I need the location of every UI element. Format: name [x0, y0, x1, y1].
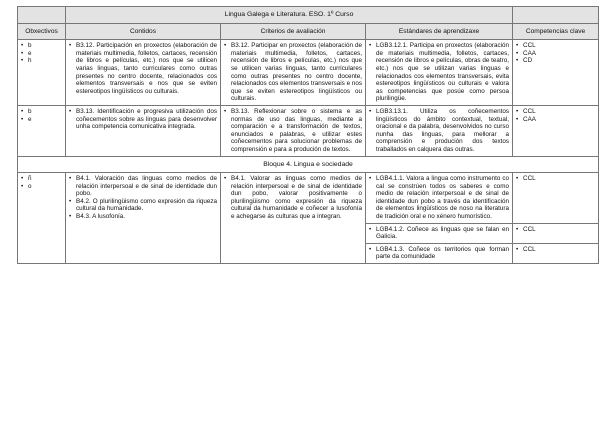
- block-title: Bloque 4. Lingua e sociedade: [18, 156, 599, 173]
- objective-item: • b: [21, 108, 62, 116]
- header-contents: Contidos: [66, 23, 221, 40]
- objective-item: • h: [21, 57, 62, 65]
- standard-cell: [366, 243, 513, 263]
- criteria-cell: [221, 105, 366, 156]
- curriculum-table: [17, 6, 599, 264]
- competence-item: • CCL: [516, 226, 595, 234]
- table-row: [18, 173, 599, 224]
- competences-cell: [513, 40, 599, 106]
- table-title-row: [18, 7, 599, 24]
- content-item: • B4.2. O plurilingüismo como expresión da riqueza cultural da humanidade.: [69, 198, 217, 213]
- standard-item: • LGB4.1.1. Valora a lingua como instrumento co cal se constrúen todos os saberes e como medio de relación interpersoal e de sinal de identidade dun pobo a través da identificación de elementos lingüísticos de noso na literatura de tradición oral e no xénero humorístico.: [369, 175, 509, 221]
- standard-item: • LGB4.1.3. Coñece os territorios que forman parte da comunidade: [369, 246, 509, 261]
- standard-cell: [366, 40, 513, 106]
- objective-item: • e: [21, 50, 62, 58]
- content-item: • B4.3. A lusofonía.: [69, 213, 217, 221]
- content-item: • B3.13. Identificación e progresiva utilización dos coñecementos sobre as linguas para desenvolver unha competencia comunicativa integrada.: [69, 108, 217, 131]
- standard-item: • LGB4.1.2. Coñece as linguas que se falan en Galicia.: [369, 226, 509, 241]
- contents-cell: [66, 105, 221, 156]
- corner-cell: [513, 7, 599, 24]
- criterion-item: • B3.12. Participar en proxectos (elaboración de materiais multimedia, folletos, cartaces, recensión de libros e películas, etc.) nos que se utilicen varias linguas, tanto curriculares como outras presentes no centro docente, relacionados cos elementos transversais e nos que se eviten estereotipos lingüísticos ou culturais.: [224, 42, 362, 103]
- criterion-item: • B3.13. Reflexionar sobre o sistema e as normas de uso das linguas, mediante a comparación e a transformación de textos, enunciados e palabras, e utilizar estes coñecementos para solucionar problemas de comprensión e para a produción de textos.: [224, 108, 362, 154]
- block-title-row: [18, 156, 599, 173]
- contents-cell: [66, 40, 221, 106]
- standard-item: • LGB3.13.1. Utiliza os coñecementos lingüísticos do ámbito contextual, textual, oracional e da palabra, desenvolvidos no curso nunha das linguas, para mellorar a comprensión e produción dos textos traballados en calquera das outras.: [369, 108, 509, 154]
- standard-cell: [366, 173, 513, 224]
- competence-item: • CAA: [516, 116, 595, 124]
- objective-item: • o: [21, 183, 62, 191]
- table-row: [18, 105, 599, 156]
- content-item: • B3.12. Participación en proxectos (elaboración de materiais multimedia, folletos, cartaces, recensión de libros e películas, etc.) nos que se utilicen varias linguas, tanto curriculares como outras presentes no centro docente, relacionados cos elementos transversais e nos que se eviten estereotipos lingüísticos ou culturais.: [69, 42, 217, 95]
- objective-item: • e: [21, 116, 62, 124]
- competence-item: • CD: [516, 57, 595, 65]
- criterion-item: • B4.1. Valorar as linguas como medios de relación interpersoal e de sinal de identidade dun pobo, valorar positivamente o plurilingüismo como expresión da riqueza cultural da humanidade e coñecer a lusofonía e achegarse ás culturas que a integran.: [224, 175, 362, 221]
- objective-item: • b: [21, 42, 62, 50]
- objectives-cell: [18, 173, 66, 264]
- objectives-cell: [18, 40, 66, 106]
- header-criteria: Criterios de avaliación: [221, 23, 366, 40]
- contents-cell: [66, 173, 221, 264]
- criteria-cell: [221, 40, 366, 106]
- competence-item: • CCL: [516, 175, 595, 183]
- competence-item: • CCL: [516, 42, 595, 50]
- objectives-cell: [18, 105, 66, 156]
- header-competences: Competencias clave: [513, 23, 599, 40]
- standard-cell: [366, 223, 513, 243]
- objective-item: • ñ: [21, 175, 62, 183]
- competence-item: • CCL: [516, 108, 595, 116]
- standard-cell: [366, 105, 513, 156]
- header-objectives: Obxectivos: [18, 23, 66, 40]
- competences-cell: [513, 243, 599, 263]
- criteria-cell: [221, 173, 366, 264]
- header-row: [18, 23, 599, 40]
- header-standards: Estándares de aprendizaxe: [366, 23, 513, 40]
- competences-cell: [513, 105, 599, 156]
- competences-cell: [513, 173, 599, 224]
- competences-cell: [513, 223, 599, 243]
- table-row: [18, 40, 599, 106]
- competence-item: • CAA: [516, 50, 595, 58]
- competence-item: • CCL: [516, 246, 595, 254]
- table-title: Lingua Galega e Literatura. ESO. 1º Curso: [66, 7, 513, 24]
- standard-item: • LGB3.12.1. Participa en proxectos (elaboración de materiais multimedia, folletos, cartaces, recensión de libros e películas, obras de teatro, etc.) nos que se utilizan varias linguas e relacionados cos elementos transversais, evita estereotipos lingüísticos ou culturais e valora as competencias que posúe como persoa plurilingüe.: [369, 42, 509, 103]
- content-item: • B4.1. Valoración das linguas como medios de relación interpersoal e de sinal de identidade dun pobo.: [69, 175, 217, 198]
- corner-cell: [18, 7, 66, 24]
